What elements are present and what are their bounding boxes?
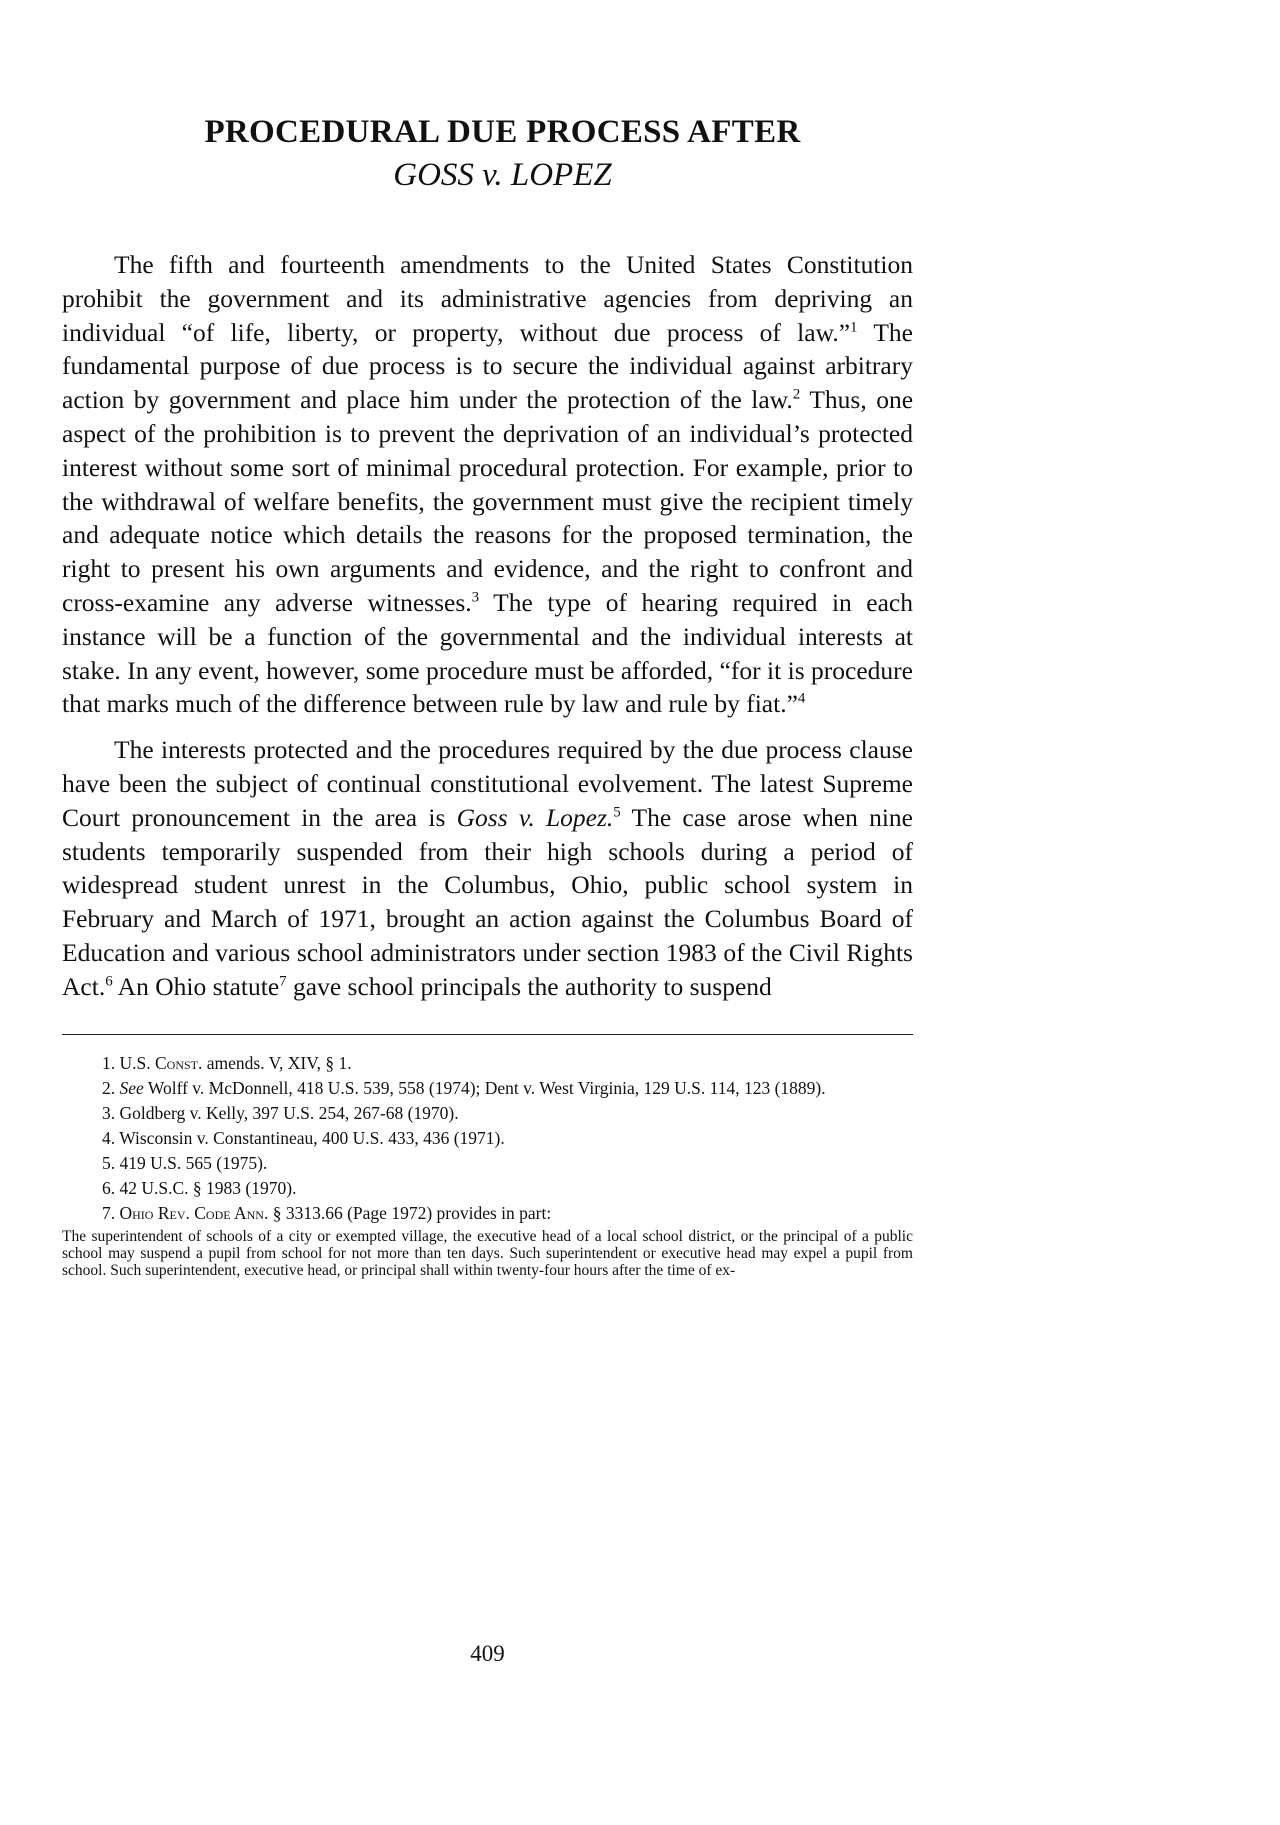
footnote-divider [62,1034,913,1035]
case-name: Goss v. Lopez. [456,802,614,832]
footnote [62,1151,913,1176]
footnote-block-quote: The superintendent of schools of a city or exempted village, the executive head of a local school district, or the principal of a public school may suspend a pupil from school for not more than ten days. Such superintendent or executive head may expel a pupil from school. Such superintendent, executive head, or principal shall within twenty-four hours after the time of ex- [62,1227,913,1279]
footnote [62,1126,913,1151]
paragraph-text: The case arose when nine students temporarily suspended from their high schools during a period of widespread student unrest in the Columbus, Ohio, public school system in February and March of 1971, brought an action against the Columbus Board of Education and various school administrators under section 1983 of the Civil Rights Act. [62,802,913,1001]
body-paragraph [62,733,913,1003]
footnotes [62,1051,913,1280]
footnote-ref[interactable]: 3 [471,589,480,606]
footnote-number: 7. [102,1202,116,1223]
footnote-text: amends. V, XIV, § 1. [202,1052,352,1073]
footnote-number: 1. [102,1052,116,1073]
footnote-number: 5. [102,1152,116,1173]
page-number: 409 [470,1641,505,1666]
footnote-text: U.S. [119,1052,155,1073]
footnote-text: 419 U.S. 565 (1975). [119,1152,268,1173]
footnote-ref[interactable]: 7 [279,973,287,990]
paragraph-text: The type of hearing required in each instance will be a function of the governmental and the individual interests at stake. In any event, however, some procedure must be afforded, “for it is procedure that marks much of the difference between rule by law and rule by fiat.” [62,587,913,719]
article-subtitle: GOSS v. LOPEZ [393,157,612,193]
paragraph-text: The fifth and fourteenth amendments to the United States Constitution prohibit the government and its administrative agencies from depriving an individual “of life, liberty, or property, without due process of law.” [62,250,913,347]
footnote-text: 42 U.S.C. § 1983 (1970). [119,1177,297,1198]
body-paragraph [62,248,913,721]
footnote [62,1051,913,1076]
footnote-ref[interactable]: 1 [850,319,858,336]
footnote-text: § 3313.66 (Page 1972) provides in part: [268,1202,552,1223]
footnote-signal: See [119,1077,144,1098]
article-title: PROCEDURAL DUE PROCESS AFTER [204,114,801,150]
footnote-ref[interactable]: 6 [105,973,113,990]
law-review-page [62,112,914,1666]
footnote-text: Ohio Rev. Code Ann. [119,1202,269,1223]
paragraph-text: Thus, one aspect of the prohibition is to prevent the deprivation of an individual’s protected interest without some sort of minimal procedural protection. For example, prior to the withdrawal of welfare benefits, the government must give the recipient timely and adequate notice which details the reasons for the proposed termination, the right to present his own arguments and evidence, and the right to confront and cross-examine any adverse witnesses. [62,385,914,617]
paragraph-text: gave school principals the authority to suspend [286,971,772,1001]
paragraph-text: An Ohio statute [112,971,280,1001]
footnote-text: Wisconsin v. Constantineau, 400 U.S. 433, 436 (1971). [119,1127,505,1148]
footnote-ref[interactable]: 2 [792,386,801,403]
footnote-text: Const. [155,1052,203,1073]
footnote-ref[interactable]: 4 [797,690,806,707]
footnote [62,1176,913,1201]
footnote [62,1076,913,1101]
footnote-number: 4. [102,1127,116,1148]
footnote-text: Goldberg v. Kelly, 397 U.S. 254, 267-68 (1970). [119,1102,459,1123]
footnote-text: Wolff v. McDonnell, 418 U.S. 539, 558 (1974); Dent v. West Virginia, 129 U.S. 114, 123 (1889). [143,1077,826,1098]
footnote-number: 2. [102,1077,116,1098]
footnote-number: 3. [102,1102,116,1123]
footnote [62,1201,913,1226]
paragraph-text: The interests protected and the procedures required by the due process clause have been the subject of continual constitutional evolvement. The latest Supreme Court pronouncement in the area is [62,735,913,832]
footnote-number: 6. [102,1177,116,1198]
footnote [62,1101,913,1126]
paragraph-text: The fundamental purpose of due process is to secure the individual against arbitrary action by government and place him under the protection of the law. [62,317,913,415]
footnote-ref[interactable]: 5 [613,804,621,821]
